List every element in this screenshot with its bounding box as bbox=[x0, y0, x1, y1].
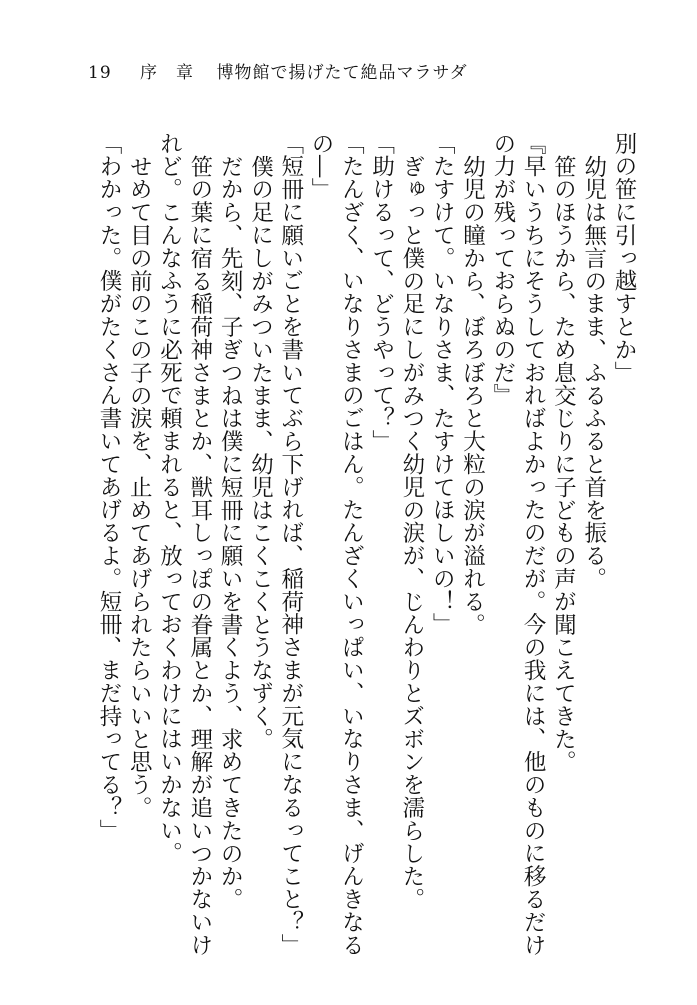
chapter-title: 博物館で揚げたて絶品マラサダ bbox=[216, 63, 468, 83]
paragraph: 笹のほうから、ため息交じりに子どもの声が聞こえてきた。 bbox=[550, 154, 577, 773]
paragraph: 『早いうちにそうしておればよかったのだが。今の我には、他のものに移るだけの力が残っておらぬのだ』 bbox=[489, 132, 547, 957]
paragraph: 幼児の瞳から、ぼろぼろと大粒の涙が溢れる。 bbox=[459, 154, 486, 636]
paragraph: 僕の足にしがみついたまま、幼児はこくこくとうなずく。 bbox=[247, 154, 274, 750]
running-header bbox=[88, 58, 468, 83]
paragraph: だから、先刻、子ぎつねは僕に短冊に願いを書くよう、求めてきたのか。 bbox=[217, 154, 244, 911]
paragraph: 笹の葉に宿る稲荷神さまとか、獣耳しっぽの眷属とか、理解が追いつかないけれど。こんなふうに必死で頼まれると、放っておくわけにはいかない。 bbox=[156, 132, 213, 956]
chapter-label: 序 章 bbox=[140, 63, 195, 83]
page-number: 19 bbox=[88, 63, 112, 83]
paragraph: 幼児は無言のまま、ふるふると首を振る。 bbox=[580, 154, 607, 590]
paragraph: 「助けるって、どうやって？」 bbox=[368, 132, 395, 453]
paragraph: 「たんざく、いなりさまのごはん。たんざくいっぱい、いなりさま、げんきなるの―」 bbox=[308, 132, 365, 957]
paragraph: 「わかった。僕がたくさん書いてあげるよ。短冊、まだ持ってる？」 bbox=[95, 132, 122, 842]
paragraph: ぎゅっと僕の足にしがみつく幼児の涙が、じんわりとズボンを濡らした。 bbox=[398, 154, 425, 911]
paragraph: 別の笹に引っ越すとか」 bbox=[611, 132, 637, 384]
paragraph: 「たすけて。いなりさま、たすけてほしいの！」 bbox=[429, 132, 456, 636]
paragraph: せめて目の前のこの子の涙を、止めてあげられたらいいと思う。 bbox=[126, 154, 153, 819]
paragraph: 「短冊に願いごとを書いてぶら下げれば、稲荷神さまが元気になるってこと？」 bbox=[277, 132, 304, 957]
body-text bbox=[94, 132, 639, 972]
